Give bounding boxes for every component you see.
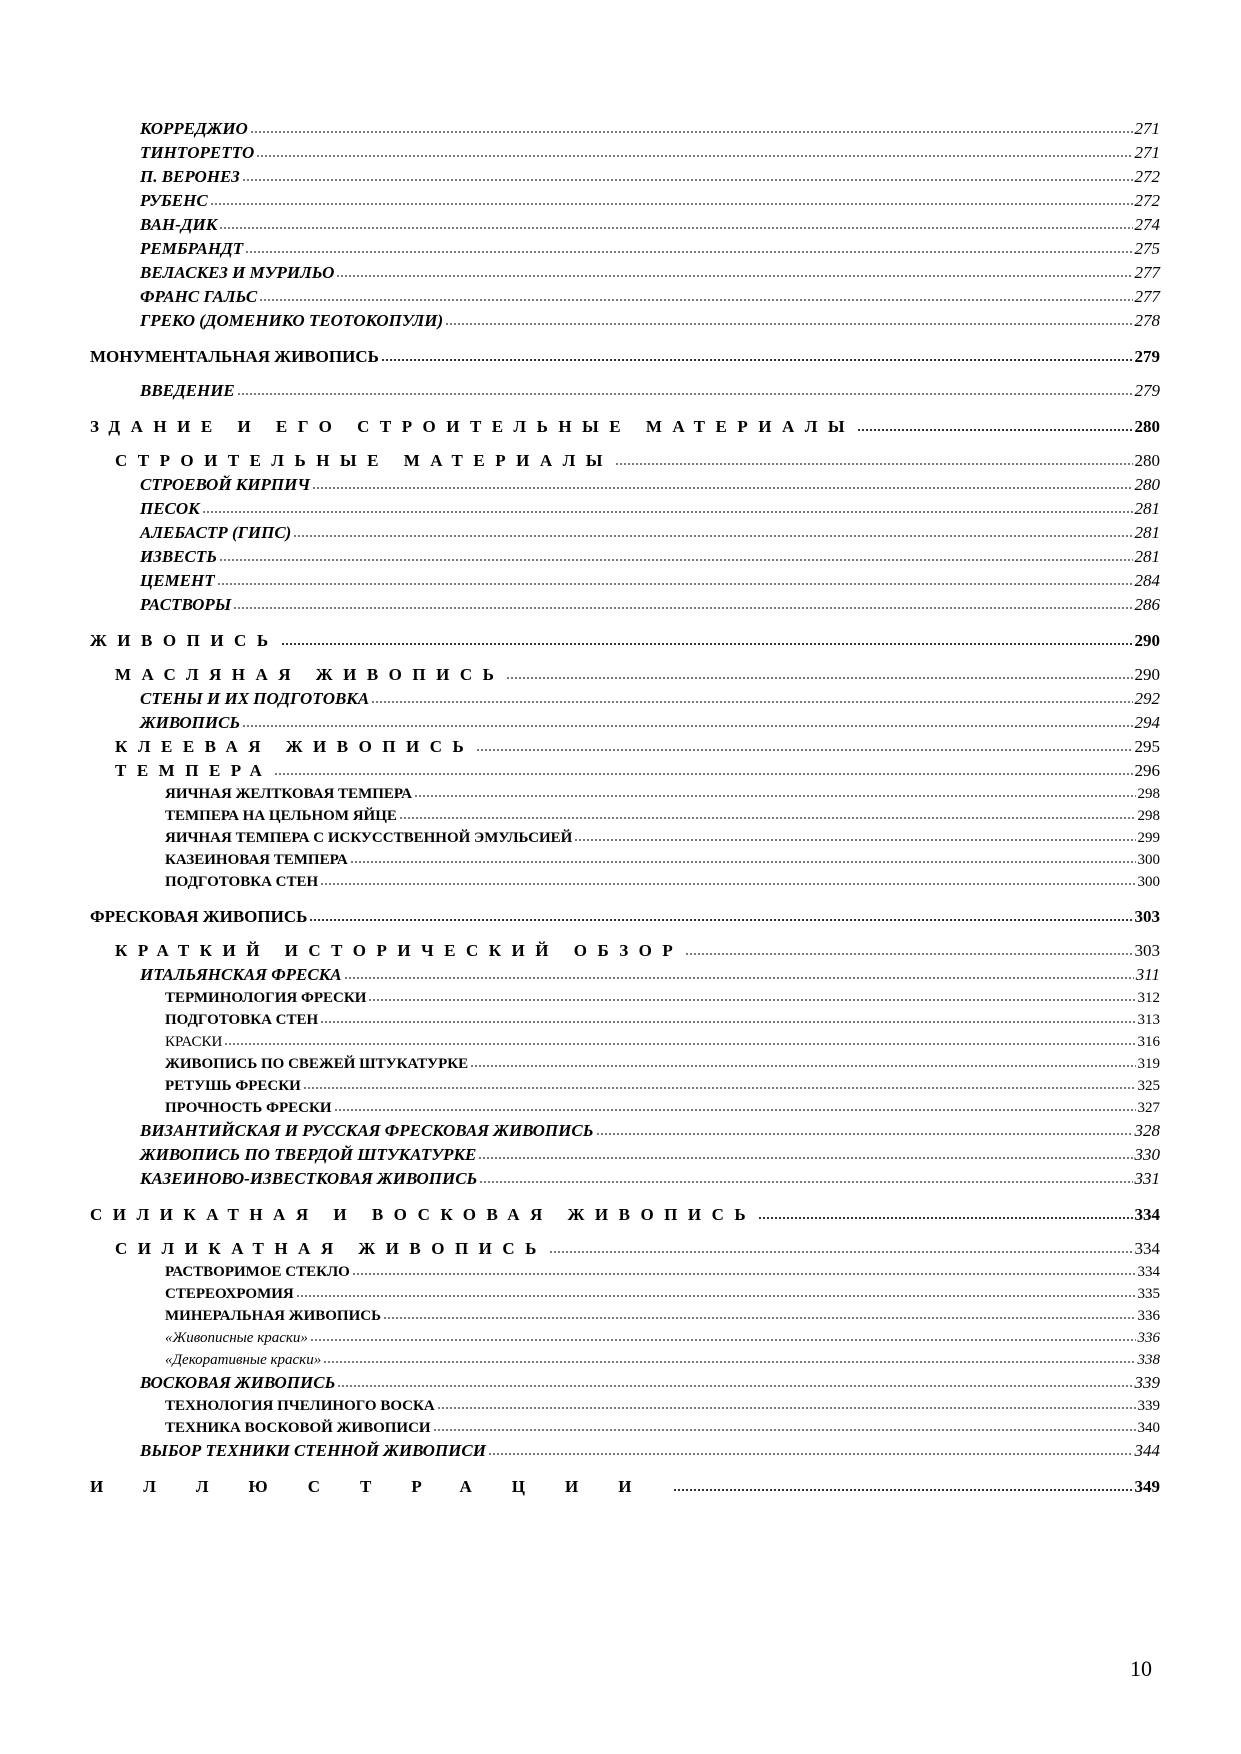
toc-entry-page: 338 <box>1137 1351 1160 1368</box>
toc-entry[interactable] <box>90 1348 1160 1370</box>
toc-dot-leader <box>202 496 1133 514</box>
toc-dot-leader <box>414 782 1136 798</box>
toc-entry-page: 334 <box>1137 1263 1160 1280</box>
toc-entry[interactable] <box>90 962 1160 986</box>
toc-dot-leader <box>219 212 1132 230</box>
toc-entry-title: ЖИВОПИСЬ ПО ТВЕРДОЙ ШТУКАТУРКЕ <box>140 1144 477 1164</box>
toc-entry[interactable] <box>90 544 1160 568</box>
toc-entry-page: 325 <box>1137 1077 1160 1094</box>
toc-dot-leader <box>245 236 1132 254</box>
toc-entry[interactable] <box>90 938 1160 962</box>
toc-entry-title: ИЛЛЮСТРАЦИИ <box>90 1476 672 1496</box>
toc-entry-title: ЖИВОПИСЬ <box>140 712 241 732</box>
toc-entry-title: СИЛИКАТНАЯ И ВОСКОВАЯ ЖИВОПИСЬ <box>90 1204 757 1224</box>
toc-entry-page: 334 <box>1134 1238 1160 1258</box>
toc-entry[interactable] <box>90 870 1160 892</box>
toc-entry[interactable] <box>90 1260 1160 1282</box>
toc-entry-page: 284 <box>1134 570 1160 590</box>
toc-entry-title: ФРЕСКОВАЯ ЖИВОПИСЬ <box>90 906 308 926</box>
toc-entry-title: ТЕХНИКА ВОСКОВОЙ ЖИВОПИСИ <box>165 1419 431 1436</box>
toc-entry-title: ЯИЧНАЯ ЖЕЛТКОВАЯ ТЕМПЕРА <box>165 785 412 802</box>
toc-entry-page: 303 <box>1134 940 1160 960</box>
toc-entry-title: ГРЕКО (ДОМЕНИКО ТЕОТОКОПУЛИ) <box>140 310 444 330</box>
toc-dot-leader <box>293 520 1132 538</box>
toc-entry[interactable] <box>90 1074 1160 1096</box>
toc-entry-title: СТЕРЕОХРОМИЯ <box>165 1285 294 1302</box>
toc-entry-page: 336 <box>1137 1307 1160 1324</box>
toc-entry-page: 290 <box>1134 630 1160 650</box>
toc-entry[interactable] <box>90 1030 1160 1052</box>
toc-entry-title: СТЕНЫ И ИХ ПОДГОТОВКА <box>140 688 370 708</box>
toc-dot-leader <box>320 1008 1135 1024</box>
toc-entry-page: 298 <box>1137 785 1160 802</box>
toc-entry[interactable] <box>90 260 1160 284</box>
toc-entry-title: ПОДГОТОВКА СТЕН <box>165 1011 319 1028</box>
toc-dot-leader <box>506 662 1132 680</box>
toc-entry-page: 277 <box>1134 286 1160 306</box>
toc-entry-page: 274 <box>1134 214 1160 234</box>
toc-entry-title: «Декоративные краски» <box>165 1351 322 1368</box>
toc-entry-title: ТЕМПЕРА НА ЦЕЛЬНОМ ЯЙЦЕ <box>165 807 397 824</box>
toc-entry-page: 335 <box>1137 1285 1160 1302</box>
toc-entry-page: 272 <box>1134 190 1160 210</box>
toc-entry[interactable] <box>90 1370 1160 1394</box>
toc-entry[interactable] <box>90 804 1160 826</box>
toc-entry-page: 279 <box>1134 380 1160 400</box>
toc-entry-title: ЦЕМЕНТ <box>140 570 215 590</box>
toc-entry-page: 272 <box>1134 166 1160 186</box>
toc-dot-leader <box>857 414 1132 432</box>
toc-entry[interactable] <box>90 308 1160 332</box>
toc-dot-leader <box>233 592 1132 610</box>
toc-entry[interactable] <box>90 344 1160 368</box>
toc-entry-page: 328 <box>1134 1120 1160 1140</box>
toc-entry[interactable] <box>90 782 1160 804</box>
toc-entry[interactable] <box>90 758 1160 782</box>
toc-entry-title: ВВЕДЕНИЕ <box>140 380 235 400</box>
toc-entry[interactable] <box>90 448 1160 472</box>
toc-entry-page: 319 <box>1137 1055 1160 1072</box>
toc-dot-leader <box>296 1282 1136 1298</box>
toc-dot-leader <box>433 1416 1136 1432</box>
toc-entry-page: 281 <box>1134 522 1160 542</box>
toc-entry[interactable] <box>90 1096 1160 1118</box>
toc-entry-page: 344 <box>1134 1440 1160 1460</box>
toc-entry-title: СТРОИТЕЛЬНЫЕ МАТЕРИАЛЫ <box>115 450 613 470</box>
toc-entry[interactable] <box>90 662 1160 686</box>
toc-entry-page: 280 <box>1134 416 1160 436</box>
toc-entry-page: 286 <box>1134 594 1160 614</box>
toc-dot-leader <box>219 544 1132 562</box>
toc-entry[interactable] <box>90 1438 1160 1462</box>
toc-entry[interactable] <box>90 986 1160 1008</box>
toc-dot-leader <box>685 938 1132 956</box>
toc-entry-page: 290 <box>1134 664 1160 684</box>
toc-entry[interactable] <box>90 1282 1160 1304</box>
toc-entry-title: КРАТКИЙ ИСТОРИЧЕСКИЙ ОБЗОР <box>115 940 684 960</box>
toc-dot-leader <box>274 758 1132 776</box>
toc-entry-title: МАСЛЯНАЯ ЖИВОПИСЬ <box>115 664 505 684</box>
toc-entry-title: КЛЕЕВАЯ ЖИВОПИСЬ <box>115 736 475 756</box>
toc-dot-leader <box>596 1118 1133 1136</box>
toc-dot-leader <box>256 140 1132 158</box>
toc-dot-leader <box>320 870 1135 886</box>
toc-dot-leader <box>344 962 1134 980</box>
toc-entry[interactable] <box>90 710 1160 734</box>
toc-entry-title: АЛЕБАСТР (ГИПС) <box>140 522 292 542</box>
toc-entry-title: ВЫБОР ТЕХНИКИ СТЕННОЙ ЖИВОПИСИ <box>140 1440 486 1460</box>
toc-entry[interactable] <box>90 1202 1160 1226</box>
toc-dot-leader <box>250 116 1133 134</box>
toc-entry-title: ИТАЛЬЯНСКАЯ ФРЕСКА <box>140 964 342 984</box>
toc-dot-leader <box>371 686 1132 704</box>
toc-entry-page: 311 <box>1135 964 1160 984</box>
toc-entry[interactable] <box>90 904 1160 928</box>
toc-entry-page: 281 <box>1134 498 1160 518</box>
toc-dot-leader <box>758 1202 1132 1220</box>
toc-dot-leader <box>399 804 1136 820</box>
toc-entry-page: 295 <box>1134 736 1160 756</box>
toc-entry-page: 300 <box>1137 873 1160 890</box>
toc-entry-page: 298 <box>1137 807 1160 824</box>
toc-entry[interactable] <box>90 1416 1160 1438</box>
toc-entry-title: ЗДАНИЕ И ЕГО СТРОИТЕЛЬНЫЕ МАТЕРИАЛЫ <box>90 416 856 436</box>
toc-entry[interactable] <box>90 1236 1160 1260</box>
toc-entry[interactable] <box>90 568 1160 592</box>
toc-dot-leader <box>368 986 1135 1002</box>
toc-entry-page: 340 <box>1137 1419 1160 1436</box>
toc-entry-page: 280 <box>1134 450 1160 470</box>
toc-dot-leader <box>309 904 1132 922</box>
toc-dot-leader <box>217 568 1133 586</box>
toc-entry[interactable] <box>90 188 1160 212</box>
toc-dot-leader <box>334 1096 1136 1112</box>
toc-entry-page: 277 <box>1134 262 1160 282</box>
toc-entry[interactable] <box>90 140 1160 164</box>
toc-entry-title: РЕТУШЬ ФРЕСКИ <box>165 1077 301 1094</box>
toc-entry-title: ВАН-ДИК <box>140 214 218 234</box>
toc-entry-page: 281 <box>1134 546 1160 566</box>
toc-dot-leader <box>478 1142 1132 1160</box>
toc-dot-leader <box>259 284 1132 302</box>
toc-entry-page: 349 <box>1134 1476 1160 1496</box>
toc-dot-leader <box>549 1236 1133 1254</box>
toc-entry-title: ВИЗАНТИЙСКАЯ И РУССКАЯ ФРЕСКОВАЯ ЖИВОПИСЬ <box>140 1120 594 1140</box>
toc-entry[interactable] <box>90 1052 1160 1074</box>
toc-entry[interactable] <box>90 1008 1160 1030</box>
toc-entry-title: РАСТВОРЫ <box>140 594 232 614</box>
toc-dot-leader <box>323 1348 1135 1364</box>
toc-dot-leader <box>210 188 1133 206</box>
toc-entry-page: 312 <box>1137 989 1160 1006</box>
toc-entry-page: 278 <box>1134 310 1160 330</box>
toc-entry[interactable] <box>90 378 1160 402</box>
toc-entry-page: 334 <box>1134 1204 1160 1224</box>
toc-entry-page: 280 <box>1134 474 1160 494</box>
toc-dot-leader <box>383 1304 1135 1320</box>
toc-entry[interactable] <box>90 472 1160 496</box>
toc-dot-leader <box>479 1166 1132 1184</box>
toc-dot-leader <box>488 1438 1133 1456</box>
toc-entry-page: 331 <box>1134 1168 1160 1188</box>
toc-entry-title: ПОДГОТОВКА СТЕН <box>165 873 319 890</box>
toc-dot-leader <box>350 848 1136 864</box>
toc-entry-title: КОРРЕДЖИО <box>140 118 248 138</box>
toc-entry[interactable] <box>90 1394 1160 1416</box>
toc-entry-page: 292 <box>1134 688 1160 708</box>
toc-dot-leader <box>352 1260 1136 1276</box>
toc-dot-leader <box>437 1394 1136 1410</box>
toc-dot-leader <box>381 344 1133 362</box>
toc-entry-page: 271 <box>1134 118 1160 138</box>
toc-dot-leader <box>470 1052 1135 1068</box>
toc-entry-page: 303 <box>1134 906 1160 926</box>
toc-entry-title: ВОСКОВАЯ ЖИВОПИСЬ <box>140 1372 336 1392</box>
toc-entry[interactable] <box>90 1304 1160 1326</box>
toc-entry-page: 339 <box>1137 1397 1160 1414</box>
toc-entry-page: 299 <box>1137 829 1160 846</box>
toc-entry-page: 279 <box>1134 346 1160 366</box>
toc-entry-title: ТЕМПЕРА <box>115 760 273 780</box>
toc-entry-title: ЖИВОПИСЬ <box>90 630 279 650</box>
toc-entry-title: ПРОЧНОСТЬ ФРЕСКИ <box>165 1099 332 1116</box>
toc-entry-page: 300 <box>1137 851 1160 868</box>
toc-entry[interactable] <box>90 212 1160 236</box>
toc-entry-title: КРАСКИ <box>165 1033 223 1050</box>
toc-dot-leader <box>242 710 1132 728</box>
toc-entry-page: 330 <box>1134 1144 1160 1164</box>
toc-entry[interactable] <box>90 592 1160 616</box>
toc-dot-leader <box>310 1326 1136 1342</box>
toc-entry-title: РУБЕНС <box>140 190 208 210</box>
toc-entry-title: ПЕСОК <box>140 498 200 518</box>
toc-entry-title: ИЗВЕСТЬ <box>140 546 218 566</box>
toc-entry[interactable] <box>90 734 1160 758</box>
toc-entry[interactable] <box>90 1474 1160 1498</box>
toc-entry[interactable] <box>90 1118 1160 1142</box>
toc-entry[interactable] <box>90 414 1160 438</box>
toc-entry[interactable] <box>90 1326 1160 1348</box>
toc-entry-title: РЕМБРАНДТ <box>140 238 244 258</box>
toc-dot-leader <box>615 448 1133 466</box>
toc-dot-leader <box>312 472 1132 490</box>
toc-entry-title: «Живописные краски» <box>165 1329 308 1346</box>
toc-entry-page: 339 <box>1134 1372 1160 1392</box>
toc-entry-title: КАЗЕИНОВО-ИЗВЕСТКОВАЯ ЖИВОПИСЬ <box>140 1168 478 1188</box>
toc-dot-leader <box>237 378 1133 396</box>
toc-entry-page: 316 <box>1137 1033 1160 1050</box>
toc-entry-title: СИЛИКАТНАЯ ЖИВОПИСЬ <box>115 1238 547 1258</box>
toc-entry-page: 336 <box>1137 1329 1160 1346</box>
toc-dot-leader <box>303 1074 1136 1090</box>
toc-entry[interactable] <box>90 1142 1160 1166</box>
toc-entry-title: ФРАНС ГАЛЬС <box>140 286 258 306</box>
toc-dot-leader <box>476 734 1132 752</box>
toc-dot-leader <box>337 1370 1132 1388</box>
toc-entry[interactable] <box>90 520 1160 544</box>
toc-entry-page: 294 <box>1134 712 1160 732</box>
toc-entry-page: 271 <box>1134 142 1160 162</box>
toc-entry[interactable] <box>90 236 1160 260</box>
toc-dot-leader <box>224 1030 1135 1046</box>
toc-entry-title: КАЗЕИНОВАЯ ТЕМПЕРА <box>165 851 348 868</box>
toc-entry[interactable] <box>90 164 1160 188</box>
toc-dot-leader <box>574 826 1135 842</box>
toc-dot-leader <box>281 628 1133 646</box>
toc-dot-leader <box>336 260 1132 278</box>
toc-entry[interactable] <box>90 848 1160 870</box>
toc-entry-title: МОНУМЕНТАЛЬНАЯ ЖИВОПИСЬ <box>90 346 379 366</box>
toc-entry-page: 327 <box>1137 1099 1160 1116</box>
toc-entry[interactable] <box>90 1166 1160 1190</box>
toc-entry-title: ТЕХНОЛОГИЯ ПЧЕЛИНОГО ВОСКА <box>165 1397 435 1414</box>
toc-entry-title: ЖИВОПИСЬ ПО СВЕЖЕЙ ШТУКАТУРКЕ <box>165 1055 469 1072</box>
toc-entry-title: ТЕРМИНОЛОГИЯ ФРЕСКИ <box>165 989 367 1006</box>
page-number: 10 <box>1130 1656 1152 1681</box>
table-of-contents <box>90 116 1160 1498</box>
toc-entry[interactable] <box>90 686 1160 710</box>
toc-entry-page: 313 <box>1137 1011 1160 1028</box>
toc-entry[interactable] <box>90 496 1160 520</box>
toc-entry-title: МИНЕРАЛЬНАЯ ЖИВОПИСЬ <box>165 1307 382 1324</box>
toc-entry-title: П. ВЕРОНЕЗ <box>140 166 240 186</box>
toc-entry-page: 296 <box>1134 760 1160 780</box>
toc-entry[interactable] <box>90 826 1160 848</box>
toc-entry-page: 275 <box>1134 238 1160 258</box>
toc-entry-title: ЯИЧНАЯ ТЕМПЕРА С ИСКУССТВЕННОЙ ЭМУЛЬСИЕЙ <box>165 829 573 846</box>
toc-dot-leader <box>673 1474 1132 1492</box>
toc-dot-leader <box>242 164 1133 182</box>
toc-entry-title: ТИНТОРЕТТО <box>140 142 255 162</box>
toc-entry-title: ВЕЛАСКЕЗ И МУРИЛЬО <box>140 262 335 282</box>
toc-entry-title: РАСТВОРИМОЕ СТЕКЛО <box>165 1263 350 1280</box>
toc-entry[interactable] <box>90 628 1160 652</box>
toc-entry-title: СТРОЕВОЙ КИРПИЧ <box>140 474 311 494</box>
toc-entry[interactable] <box>90 284 1160 308</box>
toc-dot-leader <box>445 308 1132 326</box>
toc-entry[interactable] <box>90 116 1160 140</box>
